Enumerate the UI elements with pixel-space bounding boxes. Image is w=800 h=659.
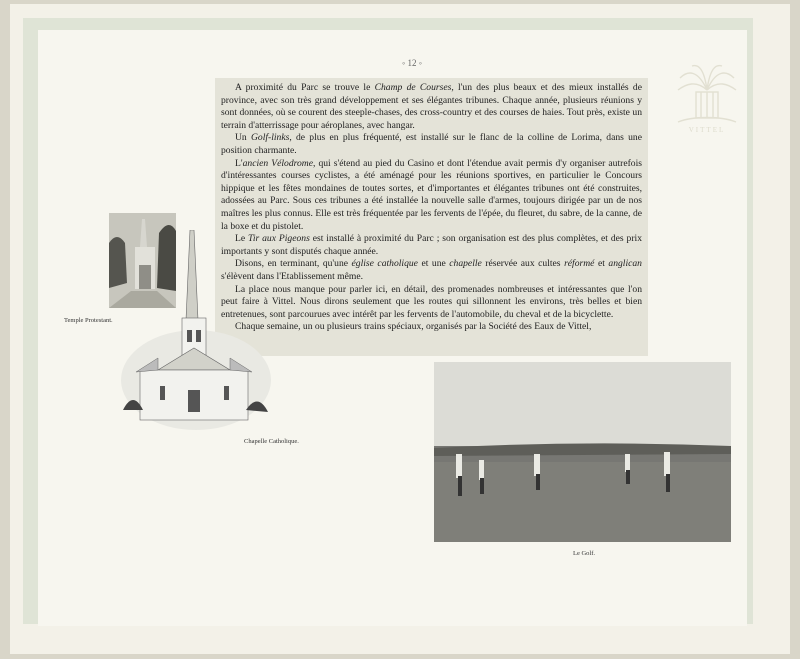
paragraph [221,321,642,334]
italic-term: ancien Vélodrome [242,157,313,169]
text-run: Disons, en terminant, qu'une [235,258,352,270]
italic-term: anglican [608,258,642,270]
text-run: s'élèvent dans l'Etablissement même. [221,270,363,282]
logo-text: VITTEL [688,126,726,134]
text-run: Un [235,132,251,144]
page-number-ornament-left: ◦ [402,58,408,68]
paragraph [221,233,642,258]
paragraph [221,82,642,132]
italic-term: chapelle [449,258,482,270]
page-number-value: 12 [407,58,417,68]
italic-term: Golf-links [250,132,290,144]
italic-term: réformé [564,258,595,270]
caption-temple: Temple Protestant. [64,317,113,324]
caption-golf: Le Golf. [573,550,596,557]
text-run: La place nous manque pour parler ici, en détail, des promenades nombreuses et intéressantes que l'on peut faire à Vittel. Nous dirons seulement que les routes qui sillonnent les environs, très belles et bien entretenues, sont parcourues avec intérêt par les fervents de l'automobile, du cheval et de la bicyclette. [221,283,642,320]
paragraph [221,284,642,322]
paragraph [221,258,642,283]
text-run: L' [235,157,243,169]
article-text [215,78,648,356]
italic-term: Champ de Courses [374,82,452,93]
paragraph [221,132,642,157]
caption-chapelle: Chapelle Catholique. [244,438,299,445]
italic-term: église catholique [351,258,418,270]
chapelle-drawing [118,230,273,430]
text-run: est installé à proximité du Parc ; son organisation est des plus complètes, et des prix importants y sont disputés chaque année. [221,233,642,257]
text-run: , qui s'étend au pied du Casino et dont l'étendue avait permis d'y organiser autrefois d'intéressantes courses cyclistes, a été aménagé pour les réunions sportives, en particulier le Concours hippique et les fêtes mondaines de toutes sortes, et d'importantes et élégantes tribunes ont été construites, adossées au Parc. Sous ces tribunes a été installée la nouvelle salle d'armes, toujours dirigée par un de nos maîtres les plus connus. Elle est très fréquentée par les fervents de l'épée, du fleuret, du sabre, de la canne, de la boxe et du pistolet. [221,157,642,232]
text-run: A proximité du Parc se trouve le [235,82,375,93]
text-run: , de plus en plus fréquenté, est installé sur le flanc de la colline de Lorima, dans une position charmante. [221,132,642,156]
golf-photo [434,362,731,542]
vittel-logo-icon [668,60,746,138]
italic-term: Tir aux Pigeons [248,233,310,245]
text-run: réservée aux cultes [481,258,565,270]
text-run: et une [417,258,450,270]
text-run: et [594,258,609,270]
paragraph [221,158,642,234]
text-run: Le [235,233,249,245]
page-number-ornament-right: ◦ [416,58,422,68]
page-number [402,58,422,68]
text-run: Chaque semaine, un ou plusieurs trains spéciaux, organisés par la Société des Eaux de Vittel, [235,321,592,333]
text-run: , l'un des plus beaux et des mieux installés de province, avec son très grand développement et ses élégantes tribunes. Chaque année, plusieurs réunions y sont données, où se courent des steeple-chases, des cross-country et des courses de haies. Tout près, existe un terrain d'atterrissage pour aéroplanes, avec hangar. [221,82,642,131]
